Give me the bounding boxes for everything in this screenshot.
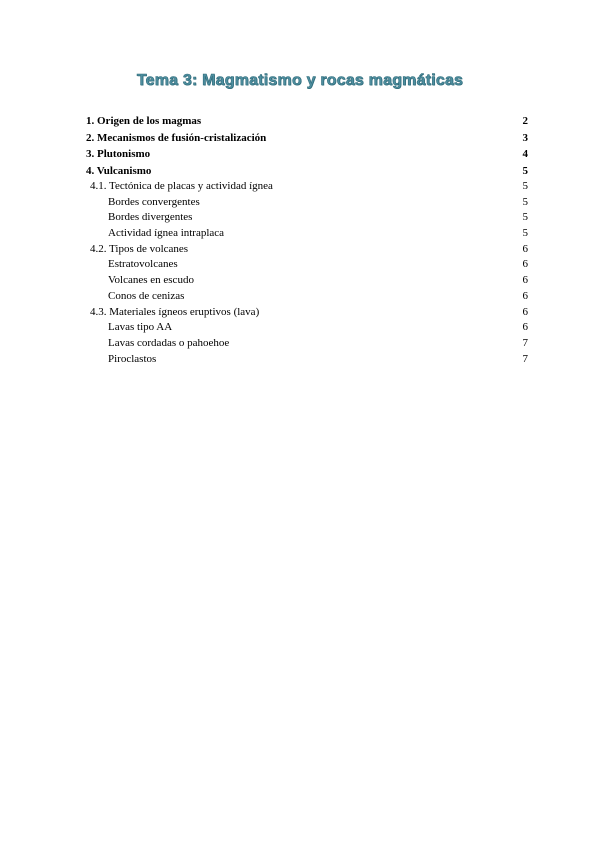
toc-entry[interactable] (86, 195, 528, 211)
toc-entry[interactable] (86, 273, 528, 289)
toc-entry[interactable] (86, 257, 528, 273)
toc-entry-label[interactable]: 4.1. Tectónica de placas y actividad ígnea (90, 180, 273, 192)
toc-entry-label[interactable]: 2. Mecanismos de fusión-cristalización (86, 131, 267, 144)
toc-entry[interactable] (86, 210, 528, 226)
table-of-contents (86, 113, 528, 367)
toc-entry-label[interactable]: 4.3. Materiales ígneos eruptivos (lava) (90, 305, 260, 318)
toc-entry-page-number: 6 (522, 274, 528, 287)
toc-entry-page-number: 2 (522, 115, 528, 127)
toc-entry-label[interactable]: 1. Origen de los magmas (86, 115, 202, 127)
toc-entry-label[interactable]: Bordes convergentes (108, 195, 200, 208)
toc-entry-page-number: 4 (522, 148, 528, 160)
toc-entry-page-number: 6 (522, 305, 528, 318)
toc-entry[interactable] (86, 163, 528, 180)
toc-entry[interactable] (86, 113, 528, 130)
toc-entry[interactable] (86, 336, 528, 352)
toc-entry[interactable] (86, 130, 528, 147)
toc-entry[interactable] (86, 289, 528, 305)
toc-entry-page-number: 6 (522, 289, 528, 302)
toc-entry-label[interactable]: 4.2. Tipos de volcanes (90, 242, 189, 255)
toc-entry[interactable] (86, 242, 528, 258)
document-title: Tema 3: Magmatismo y rocas magmáticas (136, 72, 464, 89)
toc-entry-page-number: 5 (522, 211, 528, 224)
toc-entry-label[interactable]: 4. Vulcanismo (86, 164, 152, 177)
toc-entry[interactable] (86, 305, 528, 321)
toc-entry-label[interactable]: 3. Plutonismo (86, 148, 151, 160)
toc-entry-label[interactable]: Lavas cordadas o pahoehoe (108, 336, 230, 349)
toc-entry[interactable] (86, 320, 528, 336)
toc-entry-label[interactable]: Lavas tipo AA (108, 321, 173, 334)
toc-entry-page-number: 7 (522, 336, 528, 349)
toc-entry-label[interactable]: Bordes divergentes (108, 211, 193, 224)
toc-entry-page-number: 6 (522, 321, 528, 334)
toc-entry-page-number: 3 (522, 131, 528, 144)
toc-entry-label[interactable]: Volcanes en escudo (108, 274, 194, 287)
toc-entry-label[interactable]: Conos de cenizas (108, 289, 185, 302)
toc-entry-label[interactable]: Piroclastos (108, 352, 157, 365)
toc-entry-page-number: 5 (522, 195, 528, 208)
toc-entry-page-number: 5 (522, 227, 528, 240)
toc-entry-page-number: 5 (522, 164, 528, 177)
toc-entry-page-number: 5 (522, 180, 528, 192)
toc-entry-page-number: 7 (522, 352, 528, 365)
toc-entry-label[interactable]: Estratovolcanes (108, 258, 178, 271)
toc-entry-page-number: 6 (522, 258, 528, 271)
toc-entry[interactable] (86, 352, 528, 368)
toc-entry-label[interactable]: Actividad ígnea intraplaca (108, 227, 225, 240)
toc-entry-page-number: 6 (522, 242, 528, 255)
toc-entry[interactable] (86, 179, 528, 195)
toc-entry[interactable] (86, 226, 528, 242)
toc-entry[interactable] (86, 146, 528, 163)
